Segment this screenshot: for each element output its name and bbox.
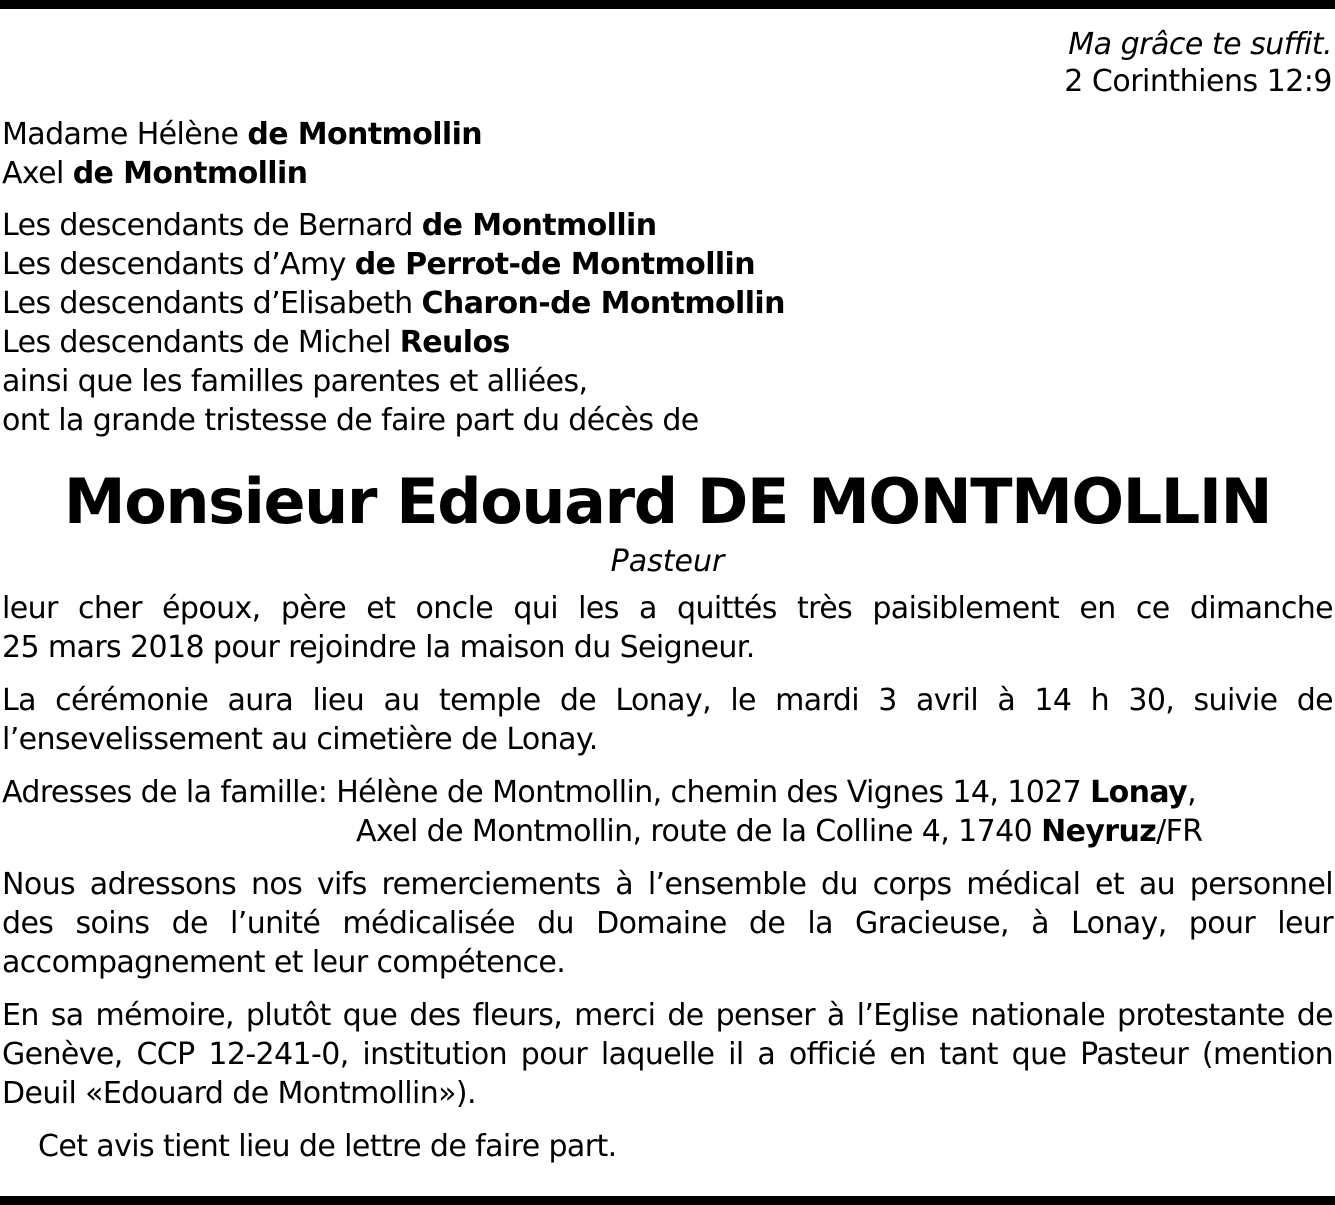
descendants-name: de Montmollin	[421, 208, 657, 243]
paragraph-line: Nous adressons nos vifs remerciements à l’ensemble du corps médical et au personnel	[2, 867, 1333, 902]
closing-line: Cet avis tient lieu de lettre de faire part.	[38, 1129, 617, 1164]
family-line	[2, 116, 482, 154]
paragraph-line: des soins de l’unité médicalisée du Domaine de la Gracieuse, à Lonay, pour leur	[2, 906, 1333, 941]
descendants-name: Charon-de Montmollin	[421, 286, 785, 321]
descendants-prefix: Les descendants de Bernard	[2, 208, 422, 243]
bottom-rule	[0, 1196, 1335, 1205]
descendants-name: de Perrot-de Montmollin	[354, 247, 755, 282]
family-name: de Montmollin	[247, 117, 483, 152]
deceased-title: Pasteur	[610, 544, 725, 579]
paragraph-line: En sa mémoire, plutôt que des fleurs, merci de penser à l’Eglise nationale protestante de	[2, 998, 1333, 1033]
address-text: Axel de Montmollin, route de la Colline 4, 1740	[356, 814, 1042, 849]
paragraph-line: La cérémonie aura lieu au temple de Lonay, le mardi 3 avril à 14 h 30, suivie de	[2, 683, 1333, 718]
deceased-name: Monsieur Edouard DE MONTMOLLIN	[63, 465, 1272, 538]
paragraph-line: accompagnement et leur compétence.	[2, 945, 566, 980]
address-text: Hélène de Montmollin, chemin des Vignes 14, 1027	[336, 775, 1091, 810]
paragraph-line: 25 mars 2018 pour rejoindre la maison du Seigneur.	[2, 630, 755, 665]
intro-line: ainsi que les familles parentes et alliées,	[2, 364, 588, 399]
address-label: Adresses de la famille:	[2, 775, 337, 810]
epigraph-reference: 2 Corinthiens 12:9	[1064, 64, 1332, 99]
intro-line: ont la grande tristesse de faire part du décès de	[2, 403, 699, 438]
address-city: Lonay	[1090, 775, 1188, 810]
family-line	[2, 155, 307, 193]
descendants-prefix: Les descendants de Michel	[2, 325, 400, 360]
descendants-line	[2, 207, 656, 245]
descendants-name: Reulos	[399, 325, 510, 360]
address-suffix: /FR	[1156, 814, 1203, 849]
descendants-prefix: Les descendants d’Elisabeth	[2, 286, 422, 321]
paragraph-line: leur cher époux, père et oncle qui les a quittés très paisiblement en ce dimanche	[2, 591, 1333, 626]
paragraph-line: Deuil «Edouard de Montmollin»).	[2, 1076, 476, 1111]
descendants-prefix: Les descendants d’Amy	[2, 247, 355, 282]
epigraph	[1064, 26, 1332, 100]
epigraph-quote: Ma grâce te suffit.	[1068, 27, 1332, 62]
family-name: de Montmollin	[72, 156, 308, 191]
descendants-line	[2, 285, 785, 323]
paragraph-line: Genève, CCP 12-241-0, institution pour laquelle il a officié en tant que Pasteur (mention	[2, 1037, 1333, 1072]
address-city: Neyruz	[1041, 814, 1157, 849]
family-prefix: Axel	[2, 156, 73, 191]
paragraph-line: l’ensevelissement au cimetière de Lonay.	[2, 722, 598, 757]
top-rule	[0, 0, 1335, 9]
address-suffix: ,	[1187, 775, 1197, 810]
address-line-1	[2, 774, 1196, 812]
descendants-line	[2, 324, 510, 362]
descendants-line	[2, 246, 755, 284]
family-prefix: Madame Hélène	[2, 117, 248, 152]
address-line-2	[356, 813, 1203, 851]
